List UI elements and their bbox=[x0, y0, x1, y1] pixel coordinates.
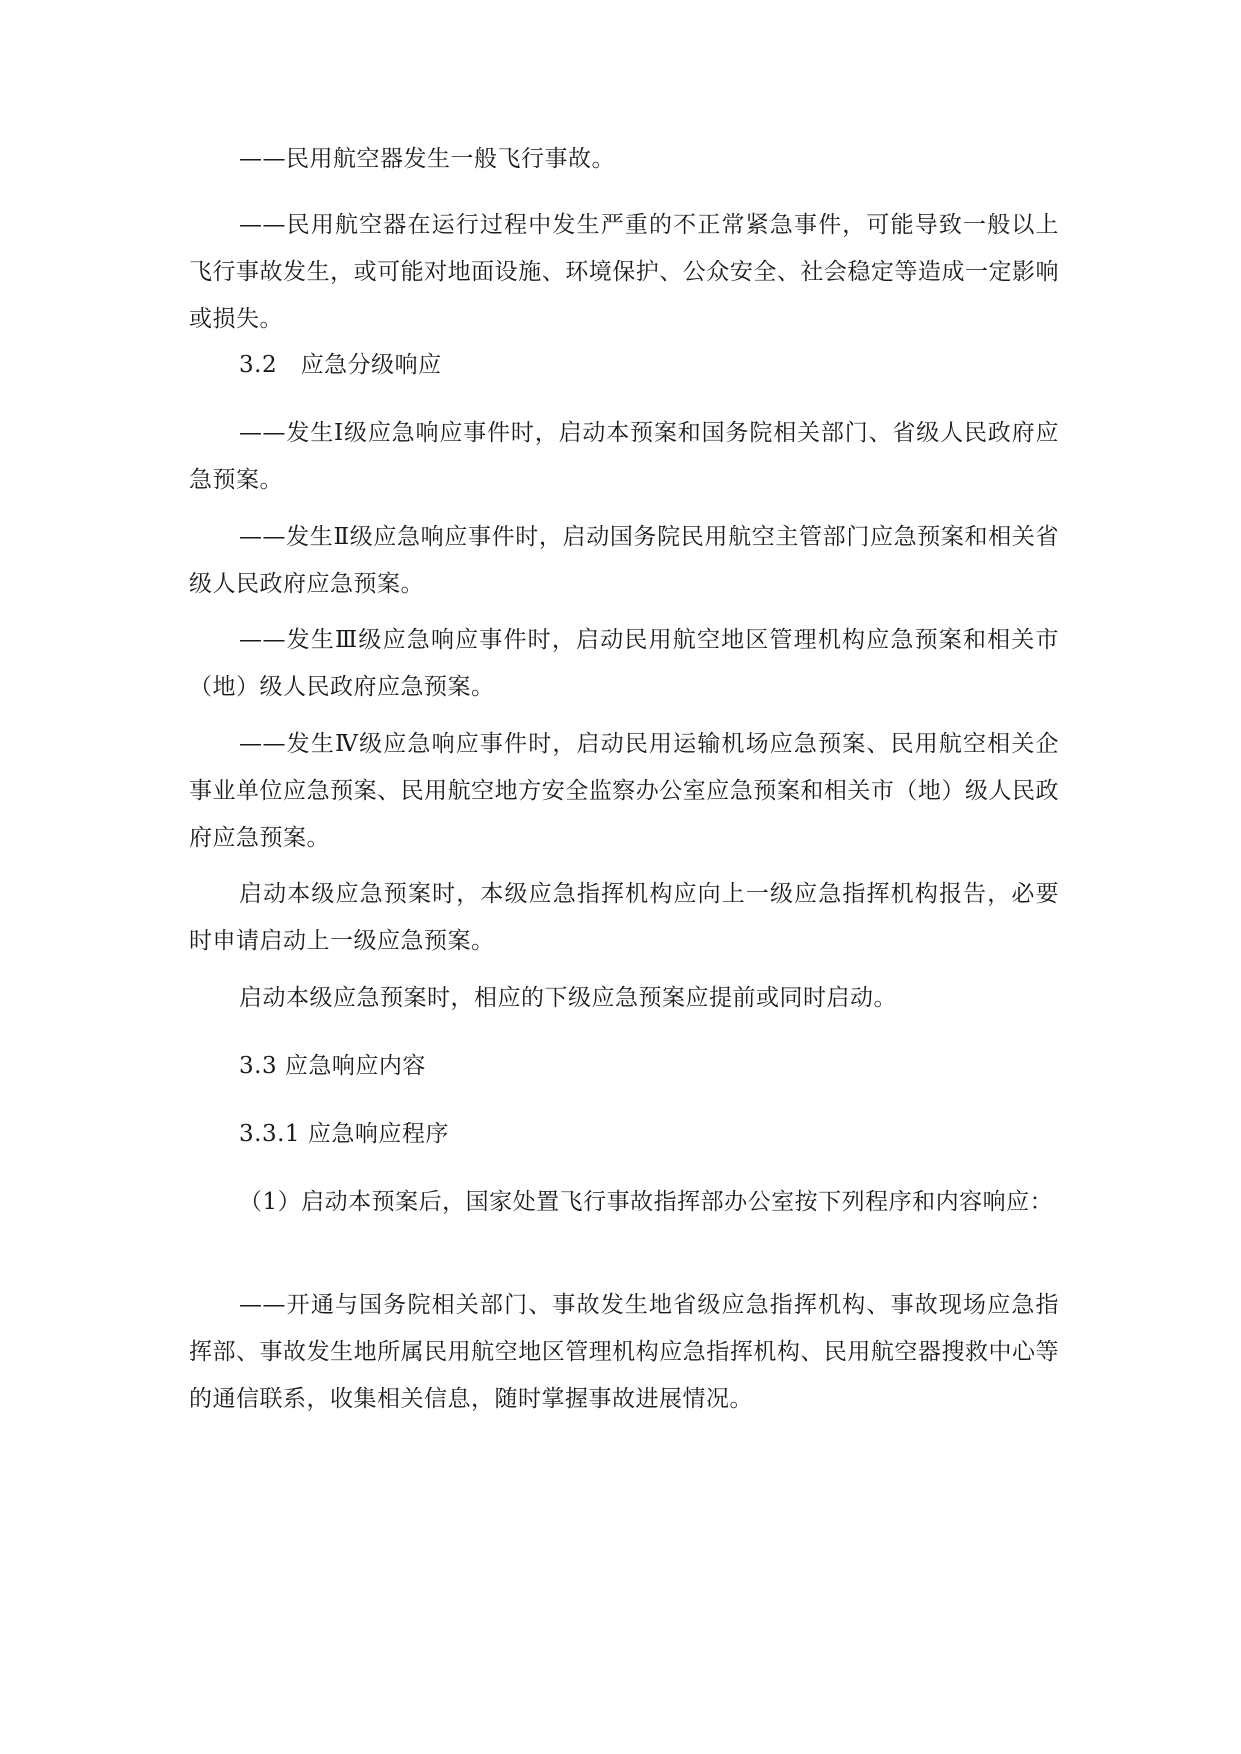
paragraph-lower-level: 启动本级应急预案时，相应的下级应急预案应提前或同时启动。 bbox=[239, 985, 897, 1011]
paragraph-level-4-response: ——发生Ⅳ级应急响应事件时，启动民用运输机场应急预案、民用航空相关企事业单位应急预案、民用航空地方安全监察办公室应急预案和相关市（地）级人民政府应急预案。 bbox=[189, 731, 1059, 851]
paragraph-general-accident: ——民用航空器发生一般飞行事故。 bbox=[239, 146, 615, 172]
section-heading-3-3-1: 3.3.1 应急响应程序 bbox=[239, 1121, 449, 1147]
section-heading-3-2: 3.2 应急分级响应 bbox=[239, 352, 442, 378]
paragraph-level-2-response: ——发生Ⅱ级应急响应事件时，启动国务院民用航空主管部门应急预案和相关省级人民政府应急预案。 bbox=[189, 524, 1059, 597]
paragraph-level-1-response: ——发生Ⅰ级应急响应事件时，启动本预案和国务院相关部门、省级人民政府应急预案。 bbox=[189, 420, 1059, 493]
paragraph-report-upward: 启动本级应急预案时，本级应急指挥机构应向上一级应急指挥机构报告，必要时申请启动上一级应急预案。 bbox=[189, 881, 1059, 954]
paragraph-abnormal-event: ——民用航空器在运行过程中发生严重的不正常紧急事件，可能导致一般以上飞行事故发生，或可能对地面设施、环境保护、公众安全、社会稳定等造成一定影响或损失。 bbox=[189, 212, 1059, 332]
paragraph-communications: ——开通与国务院相关部门、事故发生地省级应急指挥机构、事故现场应急指挥部、事故发生地所属民用航空地区管理机构应急指挥机构、民用航空器搜救中心等的通信联系，收集相关信息，随时掌握事故进展情况。 bbox=[189, 1292, 1059, 1412]
paragraph-procedure-1: （1）启动本预案后，国家处置飞行事故指挥部办公室按下列程序和内容响应： bbox=[239, 1189, 1054, 1215]
paragraph-level-3-response: ——发生Ⅲ级应急响应事件时，启动民用航空地区管理机构应急预案和相关市（地）级人民政府应急预案。 bbox=[189, 627, 1059, 700]
section-heading-3-3: 3.3 应急响应内容 bbox=[239, 1053, 426, 1079]
